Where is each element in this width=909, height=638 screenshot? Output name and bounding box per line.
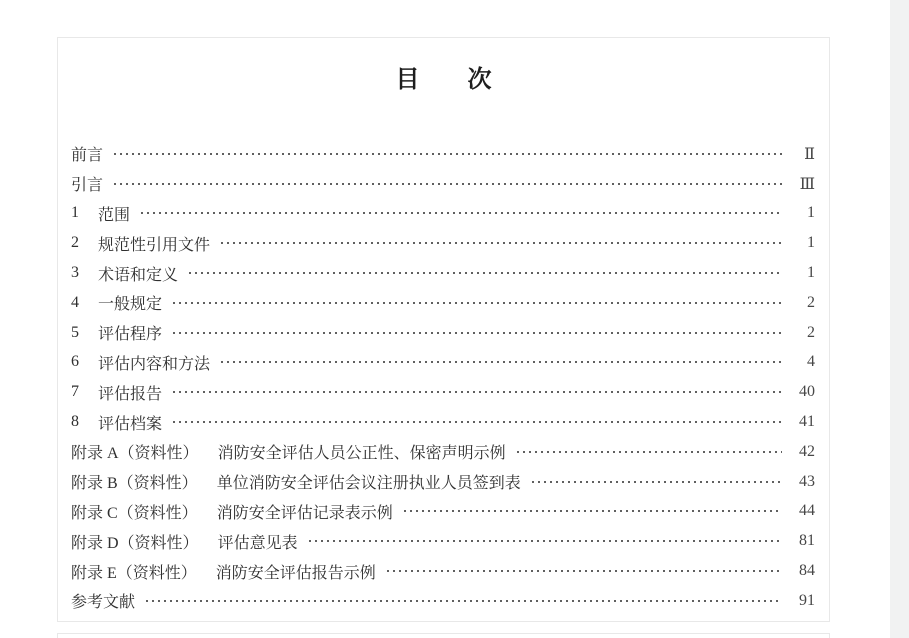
page-title: 目 次 [395,66,492,93]
toc-entry-prefix: 附录 A（资料性） [71,445,199,463]
toc-entry-prefix: 3 [71,264,79,282]
toc-row [71,407,815,437]
toc-entry-label: 前言 [71,147,104,165]
toc-row [71,497,815,527]
toc-entry-label: 参考文献 [71,594,136,612]
dot-leader [139,199,782,229]
dot-leader [144,586,782,616]
toc-entry-label: 消防安全评估记录表示例 [216,504,393,522]
toc-entry-label: 单位消防安全评估会议注册执业人员签到表 [216,475,521,493]
toc-entry-page: Ⅲ [799,175,815,193]
dot-leader [385,556,782,586]
toc-list [58,139,829,616]
toc-row [71,169,815,199]
toc-row [71,199,815,229]
toc-entry-prefix: 附录 C（资料性） [71,504,198,522]
toc-entry-page: 1 [807,264,815,282]
toc-row [71,228,815,258]
toc-row [71,556,815,586]
toc-entry-prefix: 附录 D（资料性） [71,534,199,552]
toc-row [71,526,815,556]
toc-entry-prefix: 附录 B（资料性） [71,475,198,493]
toc-entry-label: 范围 [98,206,131,224]
toc-entry-prefix: 4 [71,293,79,311]
dot-leader [171,288,782,318]
dot-leader [402,497,782,527]
toc-row [71,139,815,169]
next-page-preview [57,633,830,638]
dot-leader [112,169,782,199]
toc-entry-page: 1 [807,204,815,222]
dot-leader [171,407,782,437]
toc-row [71,318,815,348]
toc-entry-label: 评估意见表 [217,534,298,552]
dot-leader [171,377,782,407]
toc-entry-page: 84 [799,562,815,580]
dot-leader [515,437,782,467]
dot-leader [219,228,782,258]
toc-entry-page: 42 [799,442,815,460]
dot-leader [307,526,782,556]
dot-leader [171,318,782,348]
toc-row [71,288,815,318]
toc-entry-page: 40 [799,383,815,401]
toc-row [71,586,815,616]
toc-entry-page: 41 [799,413,815,431]
toc-entry-label: 一般规定 [98,296,163,314]
toc-entry-label: 评估内容和方法 [98,355,211,373]
toc-row [71,348,815,378]
toc-entry-prefix: 6 [71,353,79,371]
toc-entry-page: 4 [807,353,815,371]
toc-entry-page: 2 [807,293,815,311]
toc-entry-page: 91 [799,591,815,609]
toc-entry-page: 2 [807,323,815,341]
toc-entry-prefix: 1 [71,204,79,222]
toc-row [71,377,815,407]
toc-row [71,437,815,467]
toc-row [71,467,815,497]
toc-entry-prefix: 7 [71,383,79,401]
toc-entry-page: 1 [807,234,815,252]
toc-entry-label: 评估程序 [98,326,163,344]
dot-leader [187,258,782,288]
toc-entry-page: 43 [799,472,815,490]
dot-leader [530,467,782,497]
scrollbar-track[interactable] [890,0,909,638]
dot-leader [112,139,782,169]
toc-entry-prefix: 附录 E（资料性） [71,564,197,582]
toc-entry-label: 评估档案 [98,415,163,433]
dot-leader [219,348,782,378]
toc-entry-label: 术语和定义 [98,266,179,284]
toc-entry-label: 消防安全评估报告示例 [215,564,376,582]
toc-entry-label: 消防安全评估人员公正性、保密声明示例 [217,445,506,463]
toc-entry-label: 规范性引用文件 [98,236,211,254]
toc-entry-page: Ⅱ [804,145,815,163]
toc-entry-page: 44 [799,502,815,520]
toc-entry-page: 81 [799,532,815,550]
document-page [57,37,830,622]
toc-entry-prefix: 2 [71,234,79,252]
toc-entry-label: 评估报告 [98,385,163,403]
toc-row [71,258,815,288]
toc-entry-prefix: 5 [71,323,79,341]
toc-entry-label: 引言 [71,177,104,195]
toc-entry-prefix: 8 [71,413,79,431]
